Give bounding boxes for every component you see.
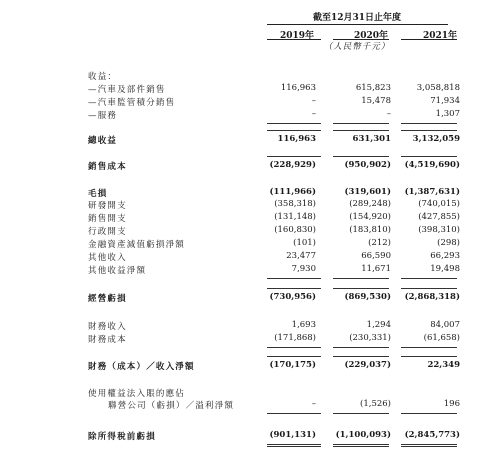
table-row [0,360,480,372]
total-rule [267,413,321,414]
period-header: 截至12月31日止年度 [312,13,402,23]
row-label: 聯營公司（虧損）／溢利淨額 [108,401,235,411]
total-rule [333,130,389,131]
row-label: 經營虧損 [88,294,127,304]
row-label: 財務（成本）／收入淨額 [88,362,195,372]
row-value-2021: 19,498 [430,264,460,274]
row-value-2019: (111,966) [269,187,316,197]
table-row [0,430,480,442]
row-value-2019: – [311,109,316,119]
row-value-2021: (2,868,318) [404,292,460,302]
row-value-2021: 3,058,818 [416,83,460,93]
table-row [0,134,480,146]
row-label: —汽車監管積分銷售 [88,98,176,108]
total-rule [267,156,321,157]
row-value-2019: (228,929) [269,160,316,170]
row-value-2021: 84,007 [430,320,460,330]
row-label: 除所得稅前虧損 [88,432,156,442]
table-row [0,212,480,224]
total-rule [267,130,321,131]
table-row [0,187,480,199]
row-label: 其他收入 [88,253,127,263]
row-value-2020: 615,823 [355,83,391,93]
row-value-2019: (730,956) [269,292,316,302]
row-value-2020: (289,248) [349,199,391,209]
row-value-2019: 116,963 [280,83,316,93]
total-rule [401,130,457,131]
row-value-2020: (229,037) [344,360,391,370]
row-value-2019: (160,830) [274,225,316,235]
unit-label: （人民幣千元） [323,42,391,52]
row-value-2019: 1,693 [291,320,316,330]
row-label: 財務成本 [88,335,127,345]
row-value-2019: (101) [293,238,316,248]
row-label: —服務 [88,111,118,121]
row-value-2020: (1,100,093) [335,430,391,440]
table-row [0,333,480,345]
row-value-2020: (212) [368,238,391,248]
table-row [0,109,480,121]
table-row [0,387,480,399]
row-label: 行政開支 [88,227,127,237]
table-row [0,160,480,172]
row-label: 財務收入 [88,322,127,332]
row-value-2019: 116,963 [277,134,316,144]
total-rule [401,288,457,289]
table-row [0,292,480,304]
row-value-2021: 22,349 [427,360,460,370]
row-value-2020: 1,294 [366,320,391,330]
total-rule [333,278,389,279]
total-rule [401,444,457,447]
table-row [0,225,480,237]
total-rule [267,356,321,357]
row-value-2020: (950,902) [344,160,391,170]
row-label: 金融資產減值虧損淨額 [88,240,186,250]
total-rule [267,123,321,124]
row-value-2021: 71,934 [430,96,460,106]
total-rule [401,156,457,157]
row-value-2019: (358,318) [274,199,316,209]
total-rule [401,347,457,348]
row-label: 銷售成本 [88,162,127,172]
row-value-2020: (154,920) [349,212,391,222]
row-value-2019: – [311,96,316,106]
row-value-2020: (1,526) [360,399,391,409]
table-row [0,238,480,250]
header-rule [267,24,448,25]
row-value-2020: 11,671 [361,264,391,274]
total-rule [267,278,321,279]
table-row [0,83,480,95]
total-rule [267,444,321,447]
row-value-2021: (61,658) [423,333,460,343]
table-row [0,96,480,108]
table-row [0,320,480,332]
total-rule [267,347,321,348]
row-label: 其他收益淨額 [88,266,147,276]
total-rule [333,156,389,157]
row-label: 收益： [88,72,118,82]
row-value-2019: (131,148) [274,212,316,222]
row-value-2020: 631,301 [352,134,391,144]
row-label: 總收益 [88,136,118,146]
col-2019: 2019年 [279,31,314,41]
row-value-2019: – [311,399,316,409]
row-label: 銷售開支 [88,214,127,224]
total-rule [401,413,457,414]
total-rule [333,413,389,414]
row-value-2019: (901,131) [269,430,316,440]
row-value-2021: 66,293 [430,251,460,261]
row-value-2021: (2,845,773) [404,430,460,440]
col-2021: 2021年 [422,31,457,41]
total-rule [401,123,457,124]
total-rule [267,288,321,289]
row-value-2019: 23,477 [286,251,316,261]
table-row [0,251,480,263]
row-value-2019: (170,175) [269,360,316,370]
row-value-2021: (4,519,690) [404,160,460,170]
table-row [0,70,480,82]
row-value-2020: (183,810) [349,225,391,235]
row-value-2021: (427,855) [418,212,460,222]
row-value-2019: 7,930 [291,264,316,274]
row-label: 研發開支 [88,201,127,211]
row-value-2021: (398,310) [418,225,460,235]
row-value-2020: – [386,109,391,119]
total-rule [333,347,389,348]
total-rule [333,444,389,447]
table-row [0,399,480,411]
row-value-2020: 15,478 [361,96,391,106]
row-value-2021: (740,015) [418,199,460,209]
row-value-2020: 66,590 [361,251,391,261]
total-rule [333,123,389,124]
table-row [0,199,480,211]
row-value-2021: 3,132,059 [412,134,460,144]
row-value-2021: 196 [443,399,460,409]
row-value-2021: (298) [437,238,460,248]
row-value-2021: 1,307 [435,109,460,119]
row-label: —汽車及部件銷售 [88,85,166,95]
total-rule [401,278,457,279]
total-rule [333,356,389,357]
col-2020: 2020年 [353,31,388,41]
row-value-2020: (319,601) [344,187,391,197]
row-value-2020: (869,530) [344,292,391,302]
total-rule [333,288,389,289]
row-value-2020: (230,331) [349,333,391,343]
total-rule [401,356,457,357]
table-row [0,264,480,276]
row-label: 使用權益法入賬的應佔 [88,389,186,399]
row-value-2021: (1,387,631) [404,187,460,197]
row-value-2019: (171,868) [274,333,316,343]
row-label: 毛損 [88,189,108,199]
